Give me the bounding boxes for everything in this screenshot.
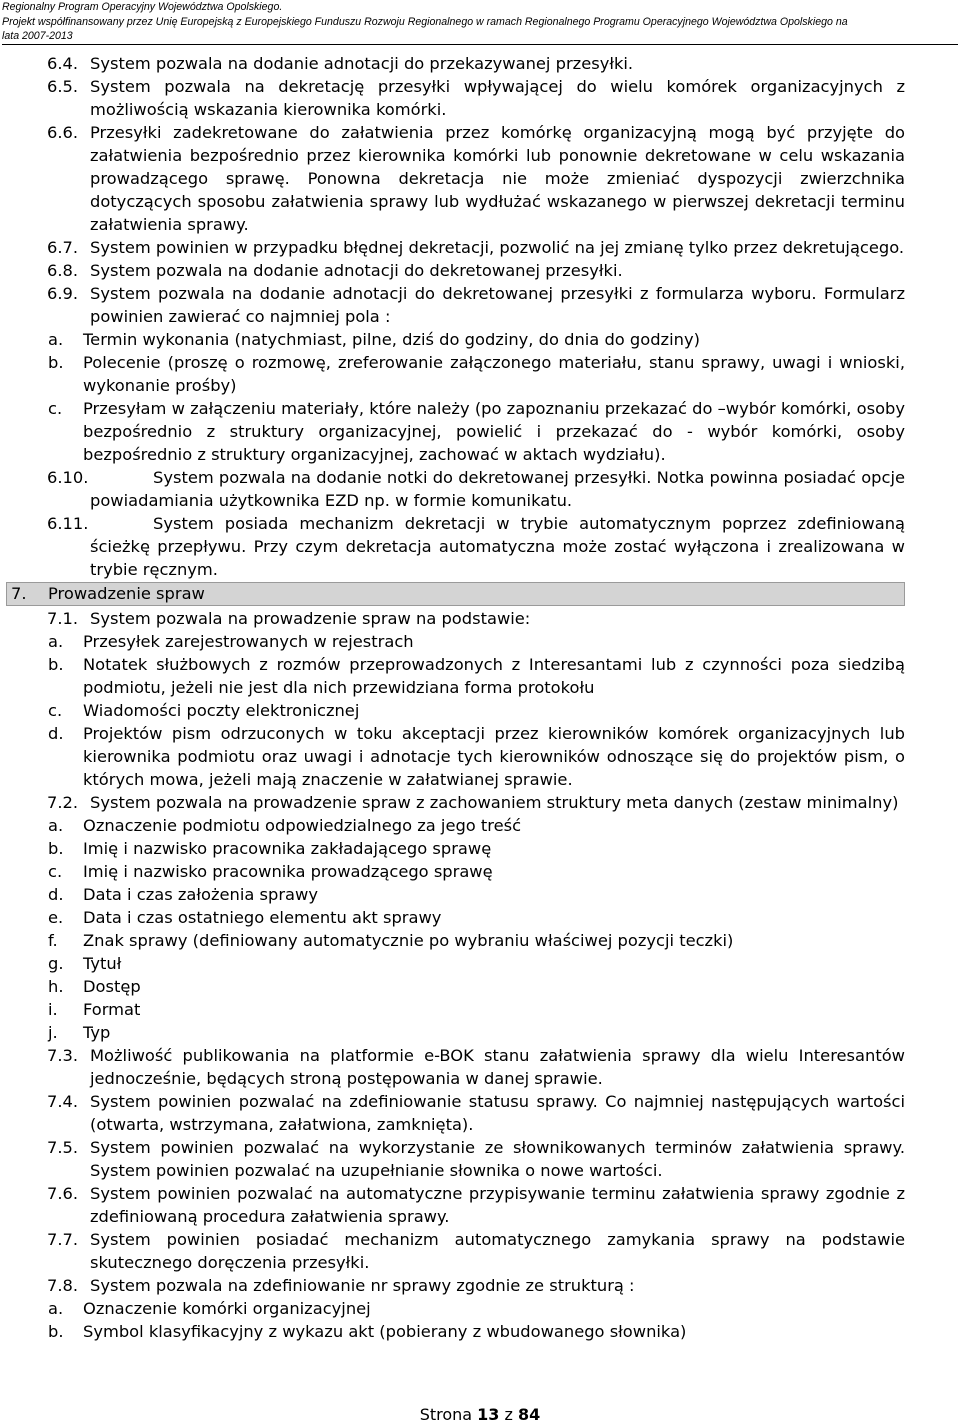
requirement-text: System powinien pozwalać na automatyczne przypisywanie terminu załatwienia sprawy zgodnie z zdefiniowaną procedura załatwienia sprawy. <box>90 1184 905 1226</box>
section-title: Prowadzenie spraw <box>48 584 205 603</box>
list-item <box>0 998 960 1021</box>
list-letter: i. <box>48 1000 58 1019</box>
requirement-number: 7.8. <box>47 1276 79 1295</box>
section-heading <box>6 582 905 606</box>
list-item <box>0 653 960 699</box>
requirement-text: System pozwala na dekretację przesyłki wpływającej do wielu komórek organizacyjnych z możliwością wskazania kierownika komórki. <box>90 77 905 119</box>
requirement-number: 6.4. <box>47 54 79 73</box>
requirement-text: System pozwala na dodanie notki do dekretowanej przesyłki. Notka powinna posiadać opcje powiadamiania użytkownika EZD np. w formie komunikatu. <box>90 468 905 510</box>
requirement-number: 6.11. <box>47 514 89 533</box>
requirement-number: 7.1. <box>47 609 79 628</box>
requirement-text: System pozwala na zdefiniowanie nr sprawy zgodnie ze strukturą : <box>90 1276 635 1295</box>
requirement-item <box>0 282 960 328</box>
footer-separator: z <box>504 1405 513 1424</box>
requirement-text: Przesyłki zadekretowane do załatwienia przez komórkę organizacyjną mogą być przyjęte do załatwienia bezpośrednio przez kierownika komórki lub ponownie dekretowane w celu wskazania prowadzącego sprawę. Ponowna dekretacja nie może zmieniać dyspozycji zwierzchnika dotyczących sposobu załatwienia sprawy lub wydłużać wskazanego w pierwszej dekretacji terminu załatwienia sprawy. <box>90 123 905 234</box>
list-item <box>0 1320 960 1343</box>
list-item <box>0 837 960 860</box>
list-item-text: Projektów pism odrzuconych w toku akceptacji przez kierowników komórek organizacyjnych lub kierownika podmiotu oraz uwagi i adnotacje tych kierowników odnoszące się do projektów pism, o których mowa, jeżeli mają znaczenie w załatwianej sprawie. <box>83 724 905 789</box>
list-letter: a. <box>48 330 64 349</box>
requirement-item <box>0 1274 960 1297</box>
list-letter: h. <box>48 977 64 996</box>
requirement-item <box>0 236 960 259</box>
list-letter: a. <box>48 816 64 835</box>
list-item-text: Oznaczenie podmiotu odpowiedzialnego za jego treść <box>83 816 522 835</box>
requirement-item <box>0 52 960 75</box>
list-letter: d. <box>48 724 64 743</box>
requirement-item <box>0 75 960 121</box>
list-item-text: Imię i nazwisko pracownika zakładającego sprawę <box>83 839 492 858</box>
footer-page-total: 84 <box>518 1405 541 1424</box>
list-letter: a. <box>48 1299 64 1318</box>
requirement-item <box>0 466 960 512</box>
requirement-text: System powinien pozwalać na wykorzystanie ze słownikowanych terminów załatwienia sprawy. System powinien pozwalać na uzupełnianie słownika o nowe wartości. <box>90 1138 905 1180</box>
requirement-text: System pozwala na prowadzenie spraw z zachowaniem struktury meta danych (zestaw minimalny) <box>90 793 899 812</box>
list-item-text: Przesyłek zarejestrowanych w rejestrach <box>83 632 414 651</box>
requirement-text: System pozwala na dodanie adnotacji do dekretowanej przesyłki. <box>90 261 623 280</box>
section-number: 7. <box>11 584 27 603</box>
list-item-text: Imię i nazwisko pracownika prowadzącego sprawę <box>83 862 493 881</box>
list-item <box>0 975 960 998</box>
list-item <box>0 906 960 929</box>
list-item <box>0 860 960 883</box>
list-item <box>0 351 960 397</box>
requirement-number: 6.10. <box>47 468 89 487</box>
requirement-item <box>0 512 960 581</box>
requirement-item <box>0 1182 960 1228</box>
requirement-text: System pozwala na dodanie adnotacji do przekazywanej przesyłki. <box>90 54 634 73</box>
list-item-text: Oznaczenie komórki organizacyjnej <box>83 1299 371 1318</box>
requirement-item <box>0 1136 960 1182</box>
list-item-text: Termin wykonania (natychmiast, pilne, dziś do godziny, do dnia do godziny) <box>83 330 700 349</box>
list-letter: j. <box>48 1023 58 1042</box>
requirement-number: 7.3. <box>47 1046 79 1065</box>
requirement-text: System powinien posiadać mechanizm automatycznego zamykania sprawy na podstawie skutecznego doręczenia przesyłki. <box>90 1230 905 1272</box>
list-item <box>0 883 960 906</box>
list-item <box>0 952 960 975</box>
list-letter: f. <box>48 931 58 950</box>
requirement-number: 7.7. <box>47 1230 79 1249</box>
page-header <box>2 0 958 45</box>
header-years-line: lata 2007-2013 <box>2 30 73 42</box>
requirement-item <box>0 121 960 236</box>
requirement-item <box>0 1044 960 1090</box>
list-letter: g. <box>48 954 64 973</box>
requirement-text: System powinien w przypadku błędnej dekretacji, pozwolić na jej zmianę tylko przez dekretującego. <box>90 238 905 257</box>
list-item-text: Format <box>83 1000 141 1019</box>
list-item-text: Data i czas ostatniego elementu akt sprawy <box>83 908 442 927</box>
list-item-text: Notatek służbowych z rozmów przeprowadzonych z Interesantami lub z czynności poza siedzibą podmiotu, jeżeli nie jest dla nich przewidziana forma protokołu <box>83 655 905 697</box>
list-letter: e. <box>48 908 64 927</box>
requirement-text: System pozwala na prowadzenie spraw na podstawie: <box>90 609 531 628</box>
requirement-number: 6.8. <box>47 261 79 280</box>
list-item <box>0 1021 960 1044</box>
requirement-number: 7.5. <box>47 1138 79 1157</box>
requirement-number: 6.6. <box>47 123 79 142</box>
requirement-number: 7.2. <box>47 793 79 812</box>
page-footer <box>0 1405 960 1424</box>
list-item <box>0 929 960 952</box>
requirement-text: System pozwala na dodanie adnotacji do dekretowanej przesyłki z formularza wyboru. Formularz powinien zawierać co najmniej pola : <box>90 284 905 326</box>
list-item <box>0 699 960 722</box>
list-item-text: Przesyłam w załączeniu materiały, które należy (po zapoznaniu przekazać do –wybór komórki, osoby bezpośrednio z struktury organizacyjnej, powielić i przekazać do - wybór komórki, osoby bezpośrednio z struktury organizacyjnej, zachować w aktach wydziału). <box>83 399 905 464</box>
requirement-number: 6.5. <box>47 77 79 96</box>
list-item-text: Symbol klasyfikacyjny z wykazu akt (pobierany z wbudowanego słownika) <box>83 1322 687 1341</box>
list-item-text: Wiadomości poczty elektronicznej <box>83 701 360 720</box>
list-letter: b. <box>48 655 64 674</box>
list-item <box>0 328 960 351</box>
list-item-text: Znak sprawy (definiowany automatycznie po wybraniu właściwej pozycji teczki) <box>83 931 734 950</box>
header-program-line: Regionalny Program Operacyjny Województwa Opolskiego. <box>2 1 283 13</box>
list-item <box>0 630 960 653</box>
list-letter: b. <box>48 353 64 372</box>
footer-page-label: Strona <box>419 1405 473 1424</box>
requirement-number: 6.9. <box>47 284 79 303</box>
list-letter: b. <box>48 839 64 858</box>
document-body <box>0 52 960 1343</box>
requirement-number: 7.6. <box>47 1184 79 1203</box>
list-letter: a. <box>48 632 64 651</box>
requirement-item <box>0 1228 960 1274</box>
list-letter: c. <box>48 862 63 881</box>
list-item-text: Dostęp <box>83 977 141 996</box>
requirement-text: Możliwość publikowania na platformie e-BOK stanu załatwienia sprawy dla wielu Interesantów jednocześnie, będących stroną postępowania w danej sprawie. <box>90 1046 905 1088</box>
header-project-line: Projekt współfinansowany przez Unię Europejską z Europejskiego Funduszu Rozwoju Regionalnego w ramach Regionalnego Programu Operacyjnego Województwa Opolskiego na <box>2 15 848 28</box>
requirement-number: 7.4. <box>47 1092 79 1111</box>
list-item <box>0 1297 960 1320</box>
requirement-item <box>0 791 960 814</box>
list-item-text: Polecenie (proszę o rozmowę, zreferowanie załączonego materiału, stanu sprawy, uwagi i wnioski, wykonanie prośby) <box>83 353 905 395</box>
requirement-item <box>0 259 960 282</box>
list-letter: c. <box>48 701 63 720</box>
list-letter: d. <box>48 885 64 904</box>
list-item <box>0 722 960 791</box>
list-item-text: Typ <box>83 1023 111 1042</box>
requirement-item <box>0 1090 960 1136</box>
footer-page-number: 13 <box>477 1405 500 1424</box>
requirement-item <box>0 607 960 630</box>
list-item-text: Tytuł <box>83 954 122 973</box>
list-item <box>0 814 960 837</box>
requirement-text: System powinien pozwalać na zdefiniowanie statusu sprawy. Co najmniej następujących wartości (otwarta, wstrzymana, załatwiona, zamknięta). <box>90 1092 905 1134</box>
list-item <box>0 397 960 466</box>
requirement-number: 6.7. <box>47 238 79 257</box>
list-letter: b. <box>48 1322 64 1341</box>
list-letter: c. <box>48 399 63 418</box>
requirement-text: System posiada mechanizm dekretacji w trybie automatycznym poprzez zdefiniowaną ścieżkę przepływu. Przy czym dekretacja automatyczna może zostać wyłączona i zrealizowana w trybie ręcznym. <box>90 514 905 579</box>
list-item-text: Data i czas założenia sprawy <box>83 885 318 904</box>
